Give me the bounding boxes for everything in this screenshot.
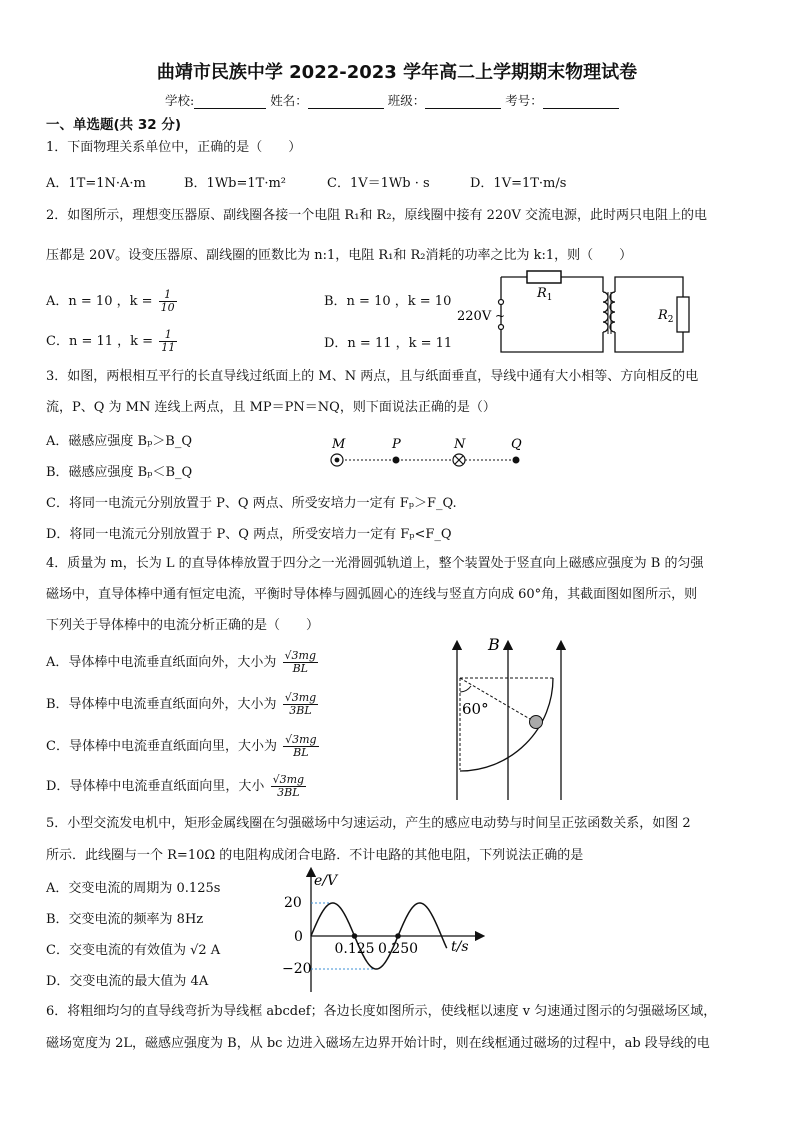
q4-b-num: √3mg [284, 691, 317, 704]
q2-option-a-text: A．n = 10 ，k = [46, 294, 153, 309]
q5-stem-1: 5．小型交流发电机中，矩形金属线圈在匀强磁场中匀速运动，产生的感应电动势与时间呈正弦函数关系，如图 2 [46, 816, 691, 831]
q4-a-num: √3mg [284, 649, 317, 662]
q4-c-den: BL [293, 746, 309, 759]
page-title: 曲靖市民族中学 2022-2023 学年高二上学期期末物理试卷 [156, 62, 638, 83]
q2-c-den: 11 [161, 341, 176, 354]
y-axis-label: e/V [314, 873, 338, 889]
q3-option-c[interactable]: C．将同一电流元分别放置于 P、Q 两点、所受安培力一定有 Fₚ＞F_Q. [46, 496, 457, 511]
q4-d-num: √3mg [272, 773, 305, 786]
terminal-top [499, 300, 504, 305]
q2-a-num: 1 [159, 289, 177, 302]
y-tick-0: 0 [294, 929, 303, 945]
q4-option-c-fraction [283, 734, 318, 759]
source-label: 220V [457, 309, 492, 324]
school-blank[interactable] [194, 96, 266, 109]
r2-label: $R_2$ [658, 308, 674, 325]
arc-track-figure [440, 630, 580, 805]
primary-top-wire-right [561, 277, 603, 292]
q4-option-a[interactable] [46, 650, 318, 675]
emf-sine-chart [270, 866, 490, 996]
q4-option-c-text: C．导体棒中电流垂直纸面向里，大小为 [46, 739, 277, 754]
q4-d-den: 3BL [277, 786, 300, 799]
q5-option-b[interactable]: B．交变电流的频率为 8Hz [46, 912, 204, 927]
terminal-bottom [499, 325, 504, 330]
wire-m-dot [335, 458, 340, 463]
q4-option-b-fraction [283, 692, 318, 717]
x-tick-0250: 0.250 [378, 941, 419, 957]
zero-crossing-dot-1 [352, 933, 358, 939]
section-heading: 一、单选题(共 32 分) [46, 117, 182, 133]
q2-c-num: 1 [159, 329, 177, 342]
q2-option-b[interactable]: B．n = 10 ，k = 10 [324, 294, 452, 309]
q3-stem-1: 3．如图，两根相互平行的长直导线过纸面上的 M、N 两点，且与纸面垂直，导线中通有大小相等、方向相反的电 [46, 369, 699, 384]
q4-stem-1: 4．质量为 m，长为 L 的直导体棒放置于四分之一光滑圆弧轨道上，整个装置处于竖直向上磁感应强度为 B 的匀强 [46, 556, 704, 571]
x-axis-label: t/s [451, 939, 469, 955]
b-label: B [488, 635, 500, 654]
secondary-top-wire [615, 277, 683, 297]
q3-option-d[interactable]: D．将同一电流元分别放置于 P、Q 两点，所受安培力一定有 Fₚ<F_Q [46, 527, 452, 542]
label-q: Q [511, 437, 522, 452]
label-n: N [454, 437, 466, 452]
rod-ball [530, 716, 543, 729]
student-info [165, 91, 619, 109]
q1-option-b[interactable]: B．1Wb=1T·m² [184, 176, 287, 191]
name-blank[interactable] [308, 96, 384, 109]
q2-option-d[interactable]: D．n = 11 ，k = 11 [324, 336, 453, 351]
q6-stem-2: 磁场宽度为 2L，磁感应强度为 B，从 bc 边进入磁场左边界开始计时，则在线框通过磁场的过程中，ab 段导线的电 [46, 1036, 710, 1051]
point-q [513, 457, 520, 464]
angle-arc [460, 686, 471, 692]
secondary-bottom-wire [615, 332, 683, 352]
q4-option-b[interactable] [46, 692, 318, 717]
q4-option-a-text: A．导体棒中电流垂直纸面向外，大小为 [46, 655, 277, 670]
q2-stem-1: 2．如图所示，理想变压器原、副线圈各接一个电阻 R₁和 R₂，原线圈中接有 220V 交流电源，此时两只电阻上的电 [46, 208, 708, 223]
q4-b-den: 3BL [289, 704, 312, 717]
id-label: 考号： [505, 93, 543, 108]
zero-crossing-dot-2 [395, 933, 401, 939]
q3-stem-2: 流，P、Q 为 MN 连线上两点，且 MP＝PN＝NQ，则下面说法正确的是（） [46, 400, 496, 415]
q4-option-a-fraction [283, 650, 318, 675]
mpnq-line-figure [322, 436, 532, 472]
q6-stem-1: 6．将粗细均匀的直导线弯折为导线框 abcdef；各边长度如图所示，使线框以速度 v 匀速通过图示的匀强磁场区域， [46, 1004, 717, 1019]
school-label: 学校: [165, 93, 195, 108]
angle-label: 60° [462, 700, 489, 718]
q4-option-d[interactable] [46, 774, 306, 799]
label-p: P [392, 437, 401, 452]
q2-option-a-fraction [159, 289, 177, 314]
q1-stem: 1．下面物理关系单位中，正确的是（ ） [46, 140, 302, 155]
x-tick-0125: 0.125 [334, 941, 375, 957]
primary-coil [603, 292, 608, 332]
q4-option-d-fraction [271, 774, 306, 799]
q3-option-b[interactable]: B．磁感应强度 Bₚ＜B_Q [46, 465, 193, 480]
q4-option-d-text: D．导体棒中电流垂直纸面向里，大小 [46, 779, 265, 794]
y-tick-neg20: −20 [282, 961, 312, 977]
q2-stem-2: 压都是 20V。设变压器原、副线圈的匝数比为 n:1，电阻 R₁和 R₂消耗的功率之比为 k:1，则（ ） [46, 248, 633, 263]
r1-label: $R_1$ [537, 286, 553, 303]
q1-option-d[interactable]: D．1V=1T·m/s [470, 176, 567, 191]
q5-option-c[interactable]: C．交变电流的有效值为 √2 A [46, 943, 221, 958]
class-label: 班级： [387, 93, 426, 108]
q5-option-d[interactable]: D．交变电流的最大值为 4A [46, 974, 209, 989]
point-p [393, 457, 400, 464]
transformer-circuit-figure [455, 262, 700, 362]
label-m: M [332, 437, 346, 452]
q4-a-den: BL [292, 662, 308, 675]
q2-option-c[interactable] [46, 329, 177, 354]
q2-a-den: 10 [160, 301, 175, 314]
primary-bottom-wire [501, 277, 603, 352]
q4-option-b-text: B．导体棒中电流垂直纸面向外，大小为 [46, 697, 277, 712]
class-blank[interactable] [425, 96, 501, 109]
resistor-r2 [677, 297, 689, 332]
y-tick-20: 20 [284, 895, 302, 911]
q3-option-a[interactable]: A．磁感应强度 Bₚ＞B_Q [46, 434, 192, 449]
id-blank[interactable] [543, 96, 619, 109]
q4-option-c[interactable] [46, 734, 319, 759]
q4-stem-2: 磁场中，直导体棒中通有恒定电流，平衡时导体棒与圆弧圆心的连线与竖直方向成 60°角，其截面图如图所示，则 [46, 587, 698, 602]
q2-option-c-fraction [159, 329, 177, 354]
q4-stem-3: 下列关于导体棒中的电流分析正确的是（ ） [46, 618, 320, 633]
resistor-r1 [527, 271, 561, 283]
name-label: 姓名： [270, 93, 308, 108]
q2-option-c-text: C．n = 11 ，k = [46, 334, 154, 349]
q5-option-a[interactable]: A．交变电流的周期为 0.125s [46, 881, 221, 896]
q4-c-num: √3mg [285, 733, 317, 746]
q1-option-a[interactable]: A．1T=1N·A·m [46, 176, 146, 191]
q5-stem-2: 所示．此线圈与一个 R=10Ω 的电阻构成闭合电路．不计电路的其他电阻，下列说法正确的是 [46, 848, 584, 863]
tilde-symbol: ~ [495, 309, 506, 323]
q2-option-a[interactable] [46, 289, 177, 314]
q1-option-c[interactable]: C．1V＝1Wb · s [327, 176, 430, 191]
